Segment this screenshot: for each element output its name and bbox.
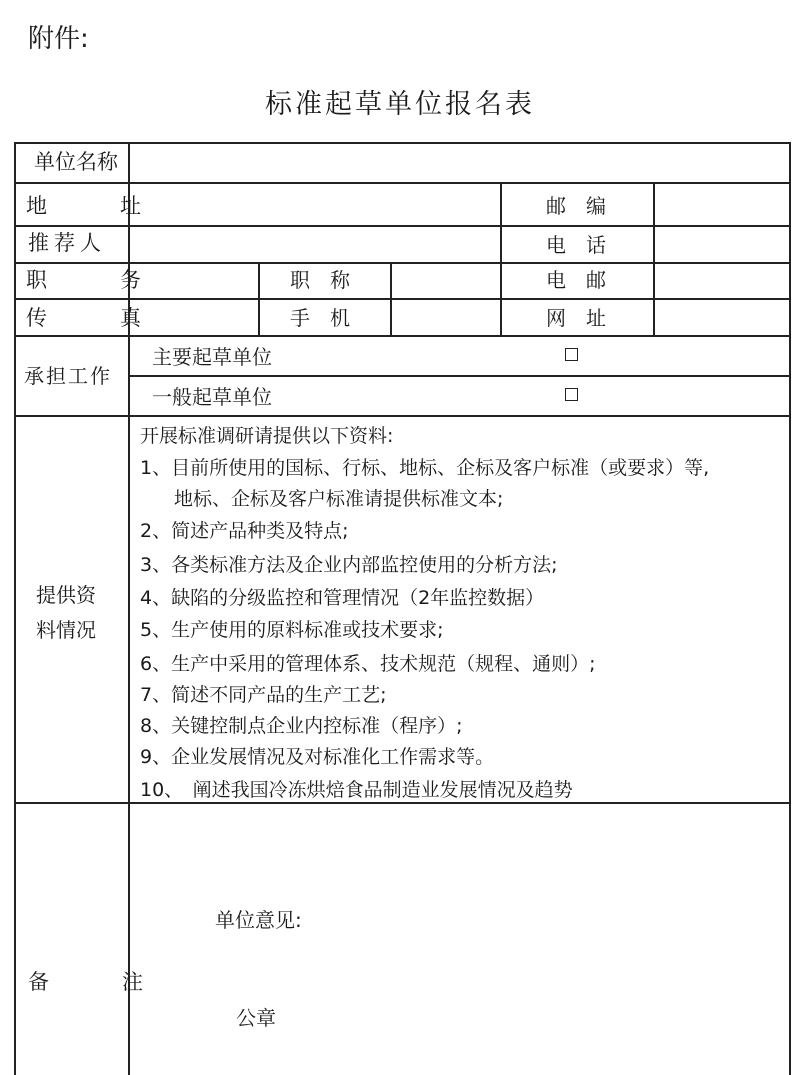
phone-field[interactable] (655, 227, 788, 261)
materials-item: 4、缺陷的分级监控和管理情况（2年监控数据） (140, 587, 545, 609)
website-label: 网 址 (546, 306, 606, 330)
position-label: 职 务 (26, 268, 167, 292)
materials-item: 7、简述不同产品的生产工艺; (140, 684, 387, 706)
materials-item: 6、生产中采用的管理体系、技术规范（规程、通则）; (140, 653, 596, 675)
official-seal-label: 公章 (236, 1006, 276, 1030)
materials-label-line2: 料情况 (36, 618, 96, 642)
unit-name-label: 单位名称 (34, 150, 118, 174)
row-divider (14, 335, 790, 337)
email-label: 电 邮 (546, 268, 606, 292)
main-drafter-option-label: 主要起草单位 (152, 345, 272, 369)
mobile-label: 手 机 (290, 306, 350, 330)
recommender-field[interactable] (130, 227, 499, 261)
table-border-left (14, 142, 16, 1075)
materials-item: 3、各类标准方法及企业内部监控使用的分析方法; (140, 554, 558, 576)
postal-code-field[interactable] (655, 184, 788, 224)
address-label: 地 址 (26, 194, 167, 218)
mobile-field[interactable] (392, 300, 499, 334)
general-drafter-checkbox[interactable] (565, 388, 578, 401)
materials-item: 8、关键控制点企业内控标准（程序）; (140, 715, 463, 737)
postal-code-label: 邮 编 (546, 194, 606, 218)
job-title-field[interactable] (392, 264, 499, 297)
form-title: 标准起草单位报名表 (265, 89, 535, 120)
remarks-label: 备 注 (28, 970, 169, 994)
website-field[interactable] (655, 300, 788, 334)
fax-label: 传 真 (26, 306, 167, 330)
attachment-label: 附件: (28, 24, 89, 54)
materials-item: 地标、企标及客户标准请提供标准文本; (174, 488, 504, 510)
fax-field[interactable] (130, 300, 257, 334)
row-divider (14, 415, 790, 417)
row-divider (128, 375, 790, 377)
unit-name-field[interactable] (130, 144, 788, 181)
column-divider (258, 262, 260, 335)
materials-item: 2、简述产品种类及特点; (140, 520, 349, 542)
main-drafter-checkbox[interactable] (565, 348, 578, 361)
email-field[interactable] (655, 264, 788, 297)
materials-intro: 开展标准调研请提供以下资料: (140, 425, 394, 447)
recommender-label: 推荐人 (28, 231, 106, 255)
materials-label-line1: 提供资 (36, 583, 96, 607)
remarks-field[interactable] (130, 804, 788, 1075)
work-label: 承担工作 (24, 364, 112, 388)
unit-opinion-label: 单位意见: (215, 908, 302, 932)
general-drafter-option-label: 一般起草单位 (152, 385, 272, 409)
materials-item: 10、 阐述我国冷冻烘焙食品制造业发展情况及趋势 (140, 779, 573, 801)
column-divider (500, 182, 502, 335)
job-title-label: 职 称 (290, 268, 350, 292)
materials-item: 9、企业发展情况及对标准化工作需求等。 (140, 746, 495, 768)
phone-label: 电 话 (546, 233, 606, 257)
position-field[interactable] (130, 264, 257, 297)
materials-item: 5、生产使用的原料标准或技术要求; (140, 619, 444, 641)
address-field[interactable] (130, 184, 499, 224)
table-border-right (789, 142, 791, 1075)
materials-item: 1、目前所使用的国标、行标、地标、企标及客户标准（或要求）等, (140, 457, 710, 479)
